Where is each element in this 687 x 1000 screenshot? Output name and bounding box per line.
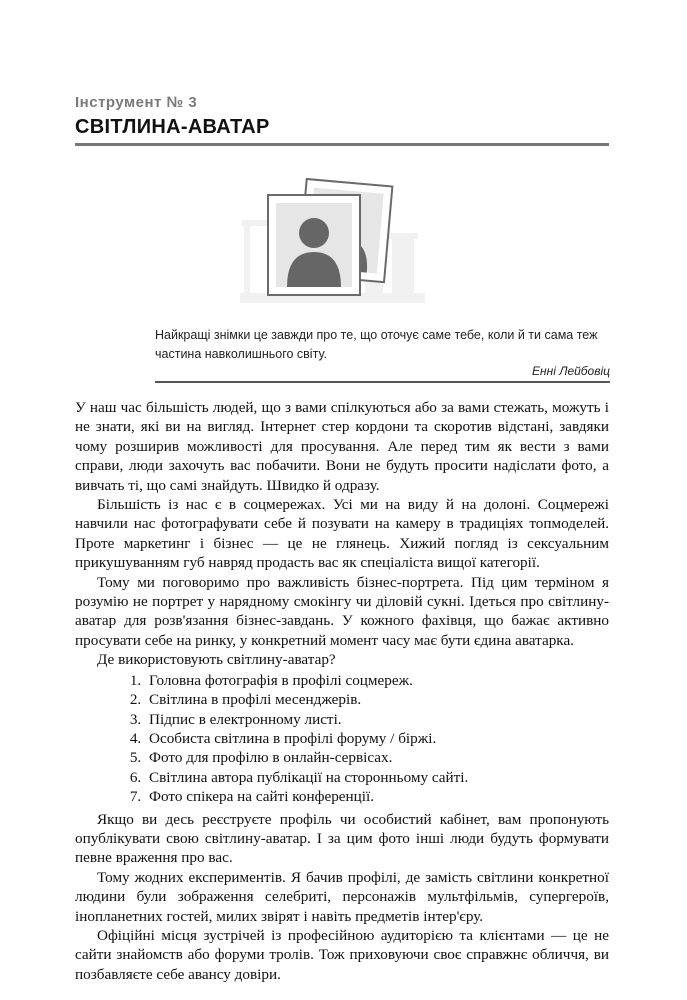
body-paragraph: У наш час більшість людей, що з вами спілкуються або за вами стежать, можуть і не знати, які ви на вигляд. Інтернет стер кордони та скоротив відстані, завдяки чому розширив можливості для просування. Але перед тим як вести з вами справи, люди захочуть вас побачити. Вони не будуть просити надіслати фото, а вивчать ті, що самі знайдуть. Швидко й одразу. <box>75 399 609 494</box>
chapter-title: СВІТЛИНА-АВАТАР <box>75 116 270 138</box>
list-item: 4. Особиста світлина в профілі форуму / біржі. <box>145 729 609 748</box>
body-paragraph: Де використовують світлину-аватар? <box>97 651 336 669</box>
title-divider <box>75 143 609 146</box>
section-kicker: Інструмент № 3 <box>75 94 198 111</box>
list-item: 3. Підпис в електронному листі. <box>145 710 609 729</box>
list-item: 1. Головна фотографія в профілі соцмереж. <box>145 671 609 690</box>
front-photo <box>268 195 360 295</box>
list-item: 2. Світлина в профілі месенджерів. <box>145 690 609 709</box>
list-item: 7. Фото спікера на сайті конференції. <box>145 787 609 806</box>
body-paragraph: Якщо ви десь реєструєте профіль чи особистий кабінет, вам пропонують опублікувати свою світлину-аватар. І за цим фото інші люди будуть формувати певне враження про вас. <box>75 810 609 867</box>
body-paragraph: Більшість із нас є в соцмережах. Усі ми на виду й на долоні. Соцмережі навчили нас фотографувати себе й позувати на камеру в традиціях топмоделей. Проте маркетинг і бізнес — це не глянець. Хижий погляд із сексуальним прикушуванням губ навряд продасть вас як спеціаліста вищої категорії. <box>75 496 609 572</box>
avatar-photos-icon <box>240 165 425 305</box>
epigraph-quote: Найкращі знімки це завжди про те, що оточує саме тебе, коли й ти сама теж частина навколишнього світу. <box>155 328 598 361</box>
body-paragraph: Тому ми поговоримо про важливість бізнес-портрета. Під цим терміном я розумію не портрет у нарядному смокінгу чи діловій сукні. Ідеться про світлину-аватар для розв'язання бізнес-завдань. У кожного фахівця, що бажає активно просувати себе на ринку, у конкретний момент часу має бути єдина аватарка. <box>75 573 609 649</box>
body-paragraph: Тому жодних експериментів. Я бачив профілі, де замість світлини конкретної людини були зображення селебриті, персонажів мультфільмів, супергероїв, інопланетних гостей, милих звірят і навіть предметів інтер'єру. <box>75 868 609 925</box>
quote-divider <box>155 381 610 383</box>
epigraph-author: Енні Лейбовіц <box>532 364 610 378</box>
article-body <box>75 398 609 984</box>
usage-list <box>75 671 609 807</box>
list-item: 5. Фото для профілю в онлайн-сервісах. <box>145 748 609 767</box>
body-paragraph: Офіційні місця зустрічей із професійною аудиторією та клієнтами — це не сайти знайомств або форуми тролів. Тож приховуючи своє справжнє обличчя, ви позбавляєте себе авансу довіри. <box>75 926 609 983</box>
list-item: 6. Світлина автора публікації на сторонньому сайті. <box>145 768 609 787</box>
